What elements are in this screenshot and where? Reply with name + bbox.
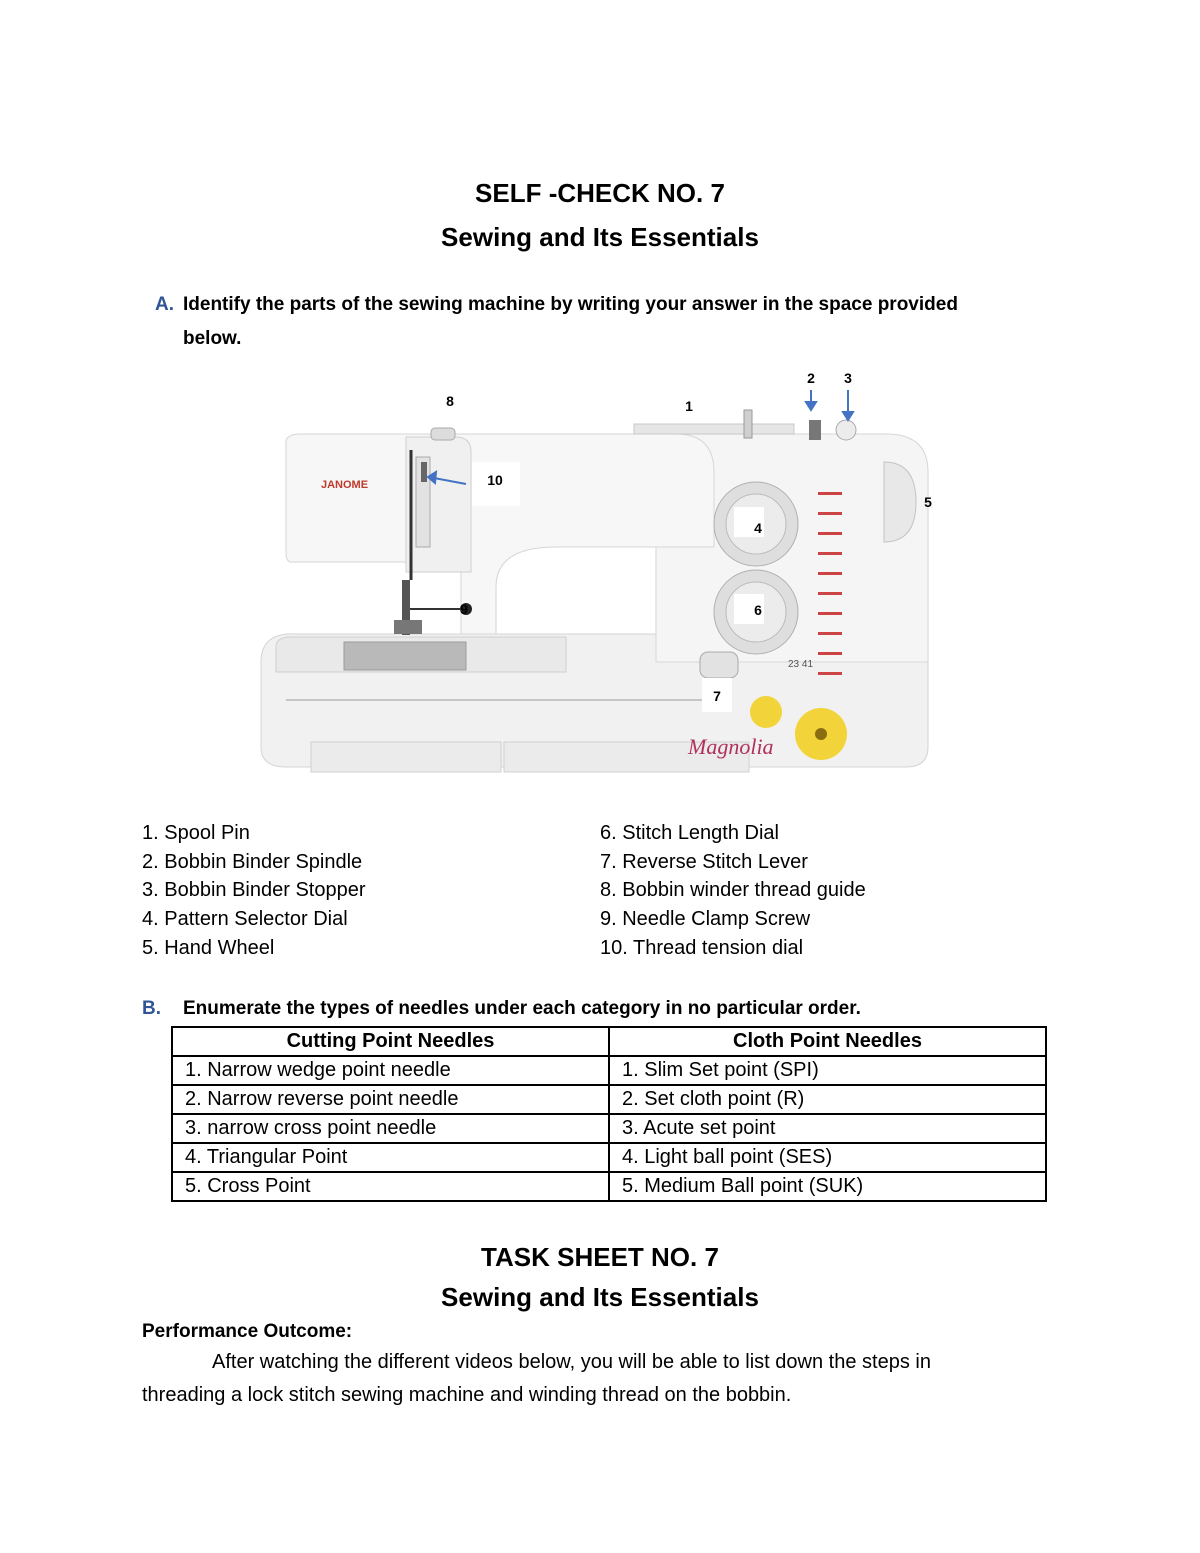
table-cell: 1. Narrow wedge point needle (172, 1056, 609, 1085)
table-row (172, 1114, 1046, 1143)
model-number-label: 23 41 (788, 659, 814, 670)
answers-left-column (142, 819, 366, 963)
needle-types-table (171, 1026, 1047, 1202)
callout-9: 9 (460, 601, 468, 617)
answer-item: 9. Needle Clamp Screw (600, 908, 811, 931)
callout-3: 3 (844, 370, 852, 386)
answer-item: 1. Spool Pin (142, 822, 250, 844)
answer-item: 8. Bobbin winder thread guide (600, 879, 866, 902)
brand-label: JANOME (321, 479, 369, 491)
table-cell: 4. Light ball point (SES) (609, 1143, 1046, 1172)
part-b-instruction: Enumerate the types of needles under each category in no particular order. (183, 998, 861, 1019)
callout-1: 1 (685, 398, 693, 414)
table-cell: 4. Triangular Point (172, 1143, 609, 1172)
table-cell: 2. Narrow reverse point needle (172, 1085, 609, 1114)
part-a-instruction-line1: Identify the parts of the sewing machine by writing your answer in the space provided (183, 294, 958, 315)
sewing-machine-diagram (256, 362, 946, 777)
part-a-instruction-line2: below. (183, 328, 242, 349)
self-check-title: SELF -CHECK NO. 7 (475, 178, 725, 208)
table-row (172, 1056, 1046, 1085)
table-row (172, 1172, 1046, 1201)
column-header-cloth: Cloth Point Needles (609, 1027, 1046, 1056)
callout-6: 6 (754, 602, 762, 618)
answer-item: 7. Reverse Stitch Lever (600, 850, 808, 873)
answer-item: 3. Bobbin Binder Stopper (142, 879, 366, 902)
answer-item: 2. Bobbin Binder Spindle (142, 850, 363, 873)
table-row (172, 1143, 1046, 1172)
model-label: Magnolia (688, 734, 774, 759)
answer-item: 10. Thread tension dial (600, 936, 804, 959)
callout-5: 5 (924, 494, 932, 510)
table-cell: 5. Medium Ball point (SUK) (609, 1172, 1046, 1201)
callout-10: 10 (487, 472, 503, 488)
callout-2: 2 (807, 370, 815, 386)
answer-item: 6. Stitch Length Dial (600, 822, 779, 844)
task-sheet-subtitle: Sewing and Its Essentials (441, 1282, 759, 1312)
callout-8: 8 (446, 393, 454, 409)
answer-item: 5. Hand Wheel (142, 936, 275, 959)
performance-outcome-line1: After watching the different videos below, you will be able to list down the steps in (212, 1351, 931, 1373)
table-cell: 5. Cross Point (172, 1172, 609, 1201)
table-cell: 2. Set cloth point (R) (609, 1085, 1046, 1114)
performance-outcome-label: Performance Outcome: (142, 1321, 353, 1342)
table-cell: 3. Acute set point (609, 1114, 1046, 1143)
task-sheet-title: TASK SHEET NO. 7 (481, 1242, 719, 1272)
answers-right-column (600, 819, 866, 963)
answer-item: 4. Pattern Selector Dial (142, 908, 348, 931)
table-row (172, 1085, 1046, 1114)
performance-outcome-line2: threading a lock stitch sewing machine and winding thread on the bobbin. (142, 1384, 792, 1406)
table-cell: 1. Slim Set point (SPI) (609, 1056, 1046, 1085)
table-header-row (172, 1027, 1046, 1056)
column-header-cutting: Cutting Point Needles (172, 1027, 609, 1056)
callout-4: 4 (754, 520, 762, 536)
callout-7: 7 (713, 688, 721, 704)
part-a-letter: A. (155, 294, 174, 315)
part-b-letter: B. (142, 998, 161, 1019)
table-cell: 3. narrow cross point needle (172, 1114, 609, 1143)
self-check-subtitle: Sewing and Its Essentials (441, 222, 759, 252)
